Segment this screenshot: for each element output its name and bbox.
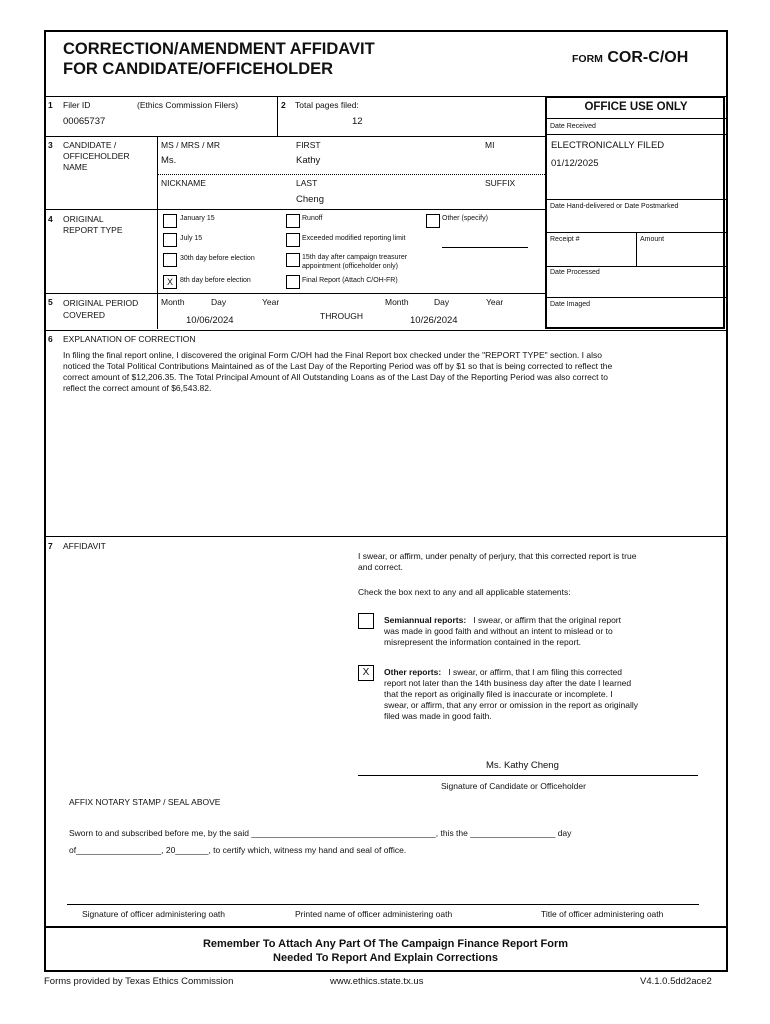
period-covered-label: ORIGINAL PERIOD COVERED <box>63 298 139 320</box>
checkbox-runoff[interactable] <box>286 214 300 228</box>
8th-day-label: 8th day before election <box>180 277 251 284</box>
form-code-block <box>572 49 688 67</box>
title-line1: CORRECTION/AMENDMENT AFFIDAVIT <box>63 40 375 58</box>
checkbox-semiannual[interactable] <box>358 613 374 629</box>
filer-id-value: 00065737 <box>63 116 106 127</box>
form-code: COR-C/OH <box>607 49 689 66</box>
checkbox-exceeded-limit[interactable] <box>286 233 300 247</box>
sec4-number: 4 <box>48 214 53 224</box>
frame-left <box>44 30 46 926</box>
to-year-label: Year <box>486 297 504 307</box>
july-15-label: July 15 <box>180 235 203 242</box>
to-day-label: Day <box>434 297 450 307</box>
sec1-number: 1 <box>48 100 53 110</box>
total-pages-value: 12 <box>352 116 363 127</box>
officer-printed-name-label: Printed name of officer administering oath <box>295 909 453 919</box>
candidate-signature: Ms. Kathy Cheng <box>486 760 559 771</box>
first-name-label: FIRST <box>296 140 321 150</box>
sworn-line-1: Sworn to and subscribed before me, by the said _______________________________________, this the __________________ day <box>69 828 572 838</box>
sec6-number: 6 <box>48 334 53 344</box>
explanation-text: In filing the final report online, I discovered the original Form C/OH had the Final Report box checked under the "REPORT TYPE" section. I also noticed the Total Political Contributions Maintained as of the Last Day of the Reporting Period was off by $1 so that is being corrected to reflect the correct amount of $12,206.35. The Total Principal Amount of All Outstanding Loans as of the Last Day of the Reporting Period was also correct to reflect the correct amount of $6,543.82. <box>63 350 613 393</box>
period-from-value: 10/06/2024 <box>186 315 234 326</box>
office-use-box <box>545 96 725 329</box>
title-line2: FOR CANDIDATE/OFFICEHOLDER <box>63 60 334 78</box>
check-instructions: Check the box next to any and all applicable statements: <box>358 587 571 597</box>
candidate-signature-label: Signature of Candidate or Officeholder <box>441 781 586 791</box>
last-name-value: Cheng <box>296 194 324 205</box>
amount-label: Amount <box>640 236 665 243</box>
sec2-number: 2 <box>281 100 286 110</box>
first-name-value: Kathy <box>296 155 321 166</box>
other-reports-statement: Other reports: I swear, or affirm, that I am filing this corrected report not later than the 14th business day after the date I learned that the report as originally filed is inaccurate or incomplete. I swear, or affirm, that any error or omission in the report as originally filed was made in good faith. <box>384 667 639 721</box>
filer-id-note: (Ethics Commission Filers) <box>137 100 239 110</box>
date-received-label: Date Received <box>550 123 596 130</box>
middle-initial-label: MI <box>485 140 495 150</box>
report-type-label: ORIGINAL REPORT TYPE <box>63 214 123 235</box>
runoff-label: Runoff <box>302 215 323 222</box>
period-to-value: 10/26/2024 <box>410 315 458 326</box>
sec7-number: 7 <box>48 541 53 551</box>
30th-day-label: 30th day before election <box>180 255 255 262</box>
filed-date: 01/12/2025 <box>551 158 599 169</box>
checkbox-other[interactable] <box>426 214 440 228</box>
filer-id-label: Filer ID <box>63 100 91 110</box>
receipt-label: Receipt # <box>550 236 580 243</box>
footer-provider: Forms provided by Texas Ethics Commission <box>44 976 234 987</box>
checkbox-final-report[interactable] <box>286 275 300 289</box>
through-label: THROUGH <box>320 311 363 321</box>
exceeded-limit-label: Exceeded modified reporting limit <box>302 235 406 242</box>
checkbox-july-15[interactable] <box>163 233 177 247</box>
reminder-box <box>44 937 727 965</box>
checkbox-other-reports[interactable]: X <box>358 665 374 681</box>
last-name-label: LAST <box>296 178 318 188</box>
to-month-label: Month <box>385 297 409 307</box>
other-specify-label: Other (specify) <box>442 215 488 222</box>
15th-day-label: 15th day after campaign treasurer appointment (officeholder only) <box>302 254 408 270</box>
electronically-filed: ELECTRONICALLY FILED <box>551 140 665 151</box>
explanation-label: EXPLANATION OF CORRECTION <box>63 334 196 344</box>
notary-stamp-label: AFFIX NOTARY STAMP / SEAL ABOVE <box>69 797 221 807</box>
nickname-label: NICKNAME <box>161 178 206 188</box>
salutation-label: MS / MRS / MR <box>161 140 221 150</box>
date-processed-label: Date Processed <box>550 269 600 276</box>
checkbox-8th-day[interactable]: X <box>163 275 177 289</box>
january-15-label: January 15 <box>180 215 215 222</box>
affidavit-label: AFFIDAVIT <box>63 541 106 551</box>
form-title <box>63 39 375 79</box>
candidate-name-label: CANDIDATE / OFFICEHOLDER NAME <box>63 140 130 172</box>
officer-title-label: Title of officer administering oath <box>541 909 664 919</box>
sworn-line-2: of__________________, 20_______, to certify which, witness my hand and seal of office. <box>69 845 407 855</box>
sec5-number: 5 <box>48 297 53 307</box>
frame-top <box>44 30 727 32</box>
from-year-label: Year <box>262 297 280 307</box>
suffix-label: SUFFIX <box>485 178 516 188</box>
total-pages-label: Total pages filed: <box>295 100 359 110</box>
checkbox-january-15[interactable] <box>163 214 177 228</box>
from-day-label: Day <box>211 297 227 307</box>
final-report-label: Final Report (Attach C/OH-FR) <box>302 277 398 284</box>
officer-signature-line <box>67 904 699 905</box>
frame-right <box>726 30 728 972</box>
officer-signature-label: Signature of officer administering oath <box>82 909 226 919</box>
from-month-label: Month <box>161 297 185 307</box>
other-specify-line[interactable] <box>442 247 528 248</box>
reminder-line1: Remember To Attach Any Part Of The Campaign Finance Report Form <box>202 938 569 950</box>
semiannual-statement: Semiannual reports: I swear, or affirm that the original report was made in good faith and without an intent to mislead or to misrepresent the information contained in the report. <box>384 615 621 647</box>
reminder-line2: Needed To Report And Explain Corrections <box>273 952 498 964</box>
checkbox-15th-day[interactable] <box>286 253 300 267</box>
checkbox-30th-day[interactable] <box>163 253 177 267</box>
footer-version: V4.1.0.5dd2ace2 <box>640 976 712 987</box>
swear-statement: I swear, or affirm, under penalty of perjury, that this corrected report is true and correct. <box>358 551 637 572</box>
date-imaged-label: Date Imaged <box>550 301 591 308</box>
candidate-signature-line <box>358 775 698 776</box>
office-use-title: OFFICE USE ONLY <box>584 101 688 113</box>
frame-bottom-main <box>44 926 728 928</box>
salutation-value: Ms. <box>161 155 177 166</box>
date-hand-delivered-label: Date Hand-delivered or Date Postmarked <box>550 203 679 210</box>
footer-website[interactable]: www.ethics.state.tx.us <box>330 976 424 987</box>
form-prefix: FORM <box>572 53 603 65</box>
sec3-number: 3 <box>48 140 53 150</box>
